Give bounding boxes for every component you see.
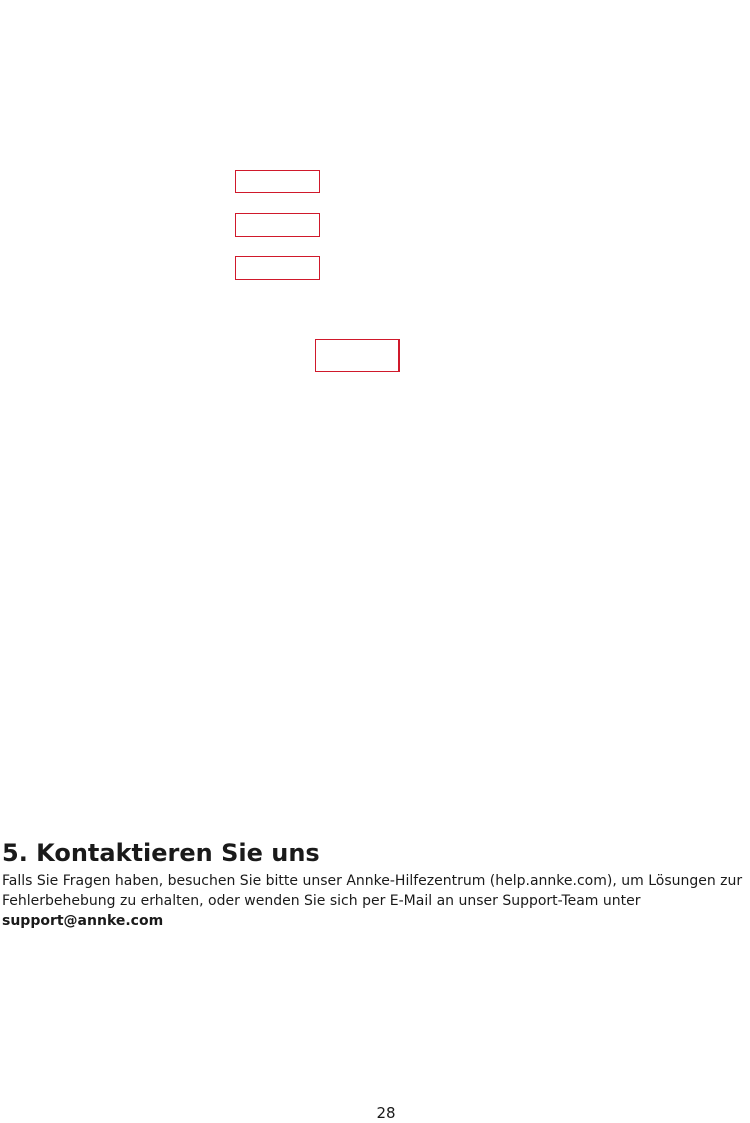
body-text-line: Falls Sie Fragen haben, besuchen Sie bitte unser Annke-Hilfezentrum (help.annke.com), um Lösungen zur bbox=[2, 873, 743, 889]
highlight-box bbox=[235, 213, 320, 237]
highlight-box bbox=[235, 256, 320, 280]
support-email[interactable]: support@annke.com bbox=[2, 913, 164, 929]
highlight-box bbox=[315, 339, 400, 372]
page-number: 28 bbox=[376, 1104, 396, 1122]
body-text-line: Fehlerbehebung zu erhalten, oder wenden Sie sich per E-Mail an unser Support-Team unter bbox=[2, 893, 641, 909]
highlight-box bbox=[235, 170, 320, 193]
section-heading: 5. Kontaktieren Sie uns bbox=[2, 839, 320, 867]
section-body bbox=[2, 871, 746, 931]
